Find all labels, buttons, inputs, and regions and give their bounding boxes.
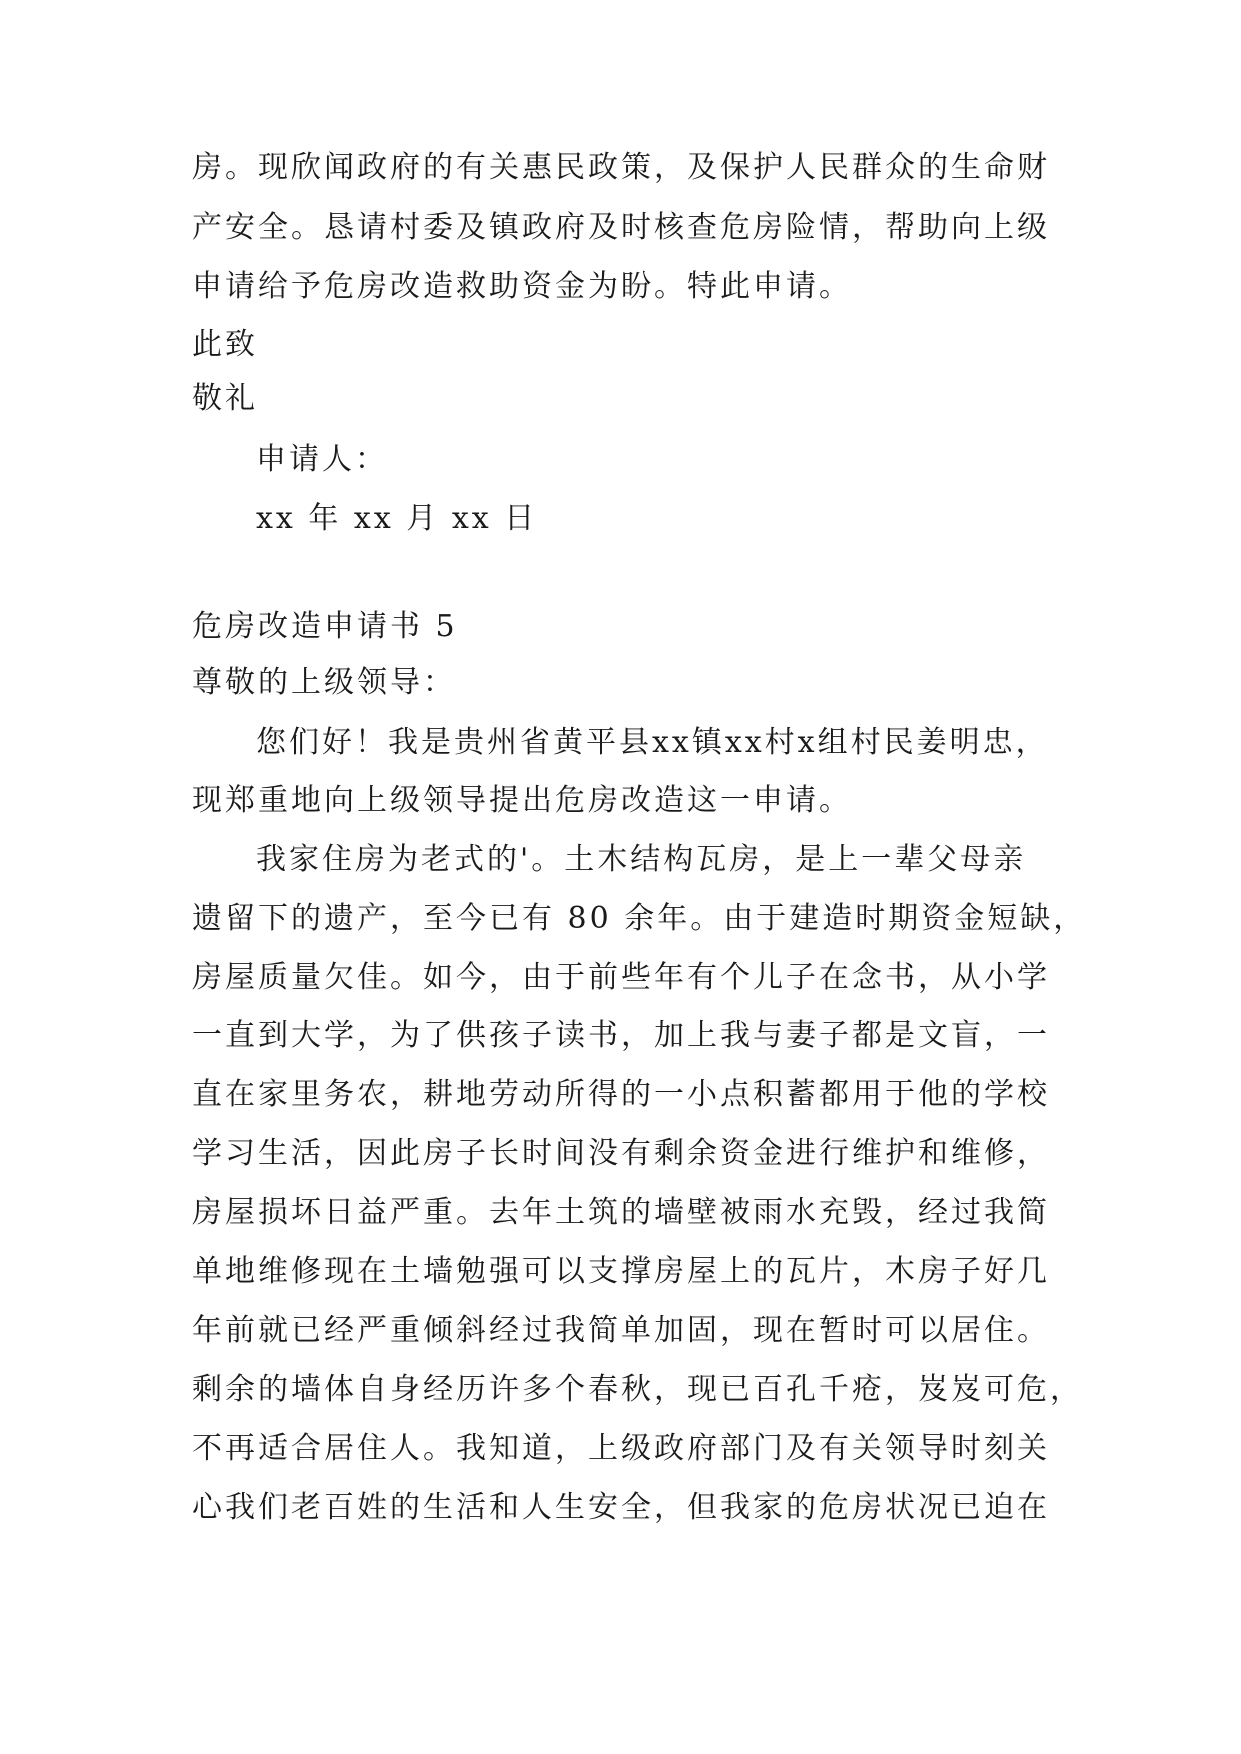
paragraph-line: 房屋质量欠佳。如今，由于前些年有个儿子在念书，从小学 (192, 960, 1050, 995)
date-line: xx 年 xx 月 xx 日 (256, 501, 538, 536)
text-line: 申请给予危房改造救助资金为盼。特此申请。 (192, 269, 852, 304)
paragraph-line: 房屋损坏日益严重。去年土筑的墙壁被雨水充毁，经过我简 (192, 1195, 1050, 1230)
paragraph-line: 直在家里务农，耕地劳动所得的一小点积蓄都用于他的学校 (192, 1077, 1050, 1112)
paragraph-line: 您们好！我是贵州省黄平县xx镇xx村x组村民姜明忠， (256, 725, 1049, 760)
closing-line: 此致 (192, 327, 258, 362)
text-line: 产安全。恳请村委及镇政府及时核查危房险情，帮助向上级 (192, 210, 1050, 245)
paragraph-line: 心我们老百姓的生活和人生安全，但我家的危房状况已迫在 (192, 1490, 1050, 1525)
paragraph-line: 一直到大学，为了供孩子读书，加上我与妻子都是文盲，一 (192, 1018, 1050, 1053)
section-title: 危房改造申请书 5 (192, 609, 458, 644)
salutation: 尊敬的上级领导： (192, 665, 456, 700)
paragraph-line: 剩余的墙体自身经历许多个春秋，现已百孔千疮，岌岌可危， (192, 1372, 1083, 1407)
paragraph-line: 单地维修现在土墙勉强可以支撑房屋上的瓦片，木房子好几 (192, 1254, 1050, 1289)
text-line: 房。现欣闻政府的有关惠民政策，及保护人民群众的生命财 (192, 150, 1050, 185)
paragraph-line: 现郑重地向上级领导提出危房改造这一申请。 (192, 783, 852, 818)
paragraph-line: 学习生活，因此房子长时间没有剩余资金进行维护和维修， (192, 1136, 1050, 1171)
applicant-label: 申请人： (256, 442, 388, 477)
paragraph-line: 年前就已经严重倾斜经过我简单加固，现在暂时可以居住。 (192, 1313, 1050, 1348)
closing-line: 敬礼 (192, 381, 258, 416)
paragraph-line: 我家住房为老式的'。土木结构瓦房，是上一辈父母亲 (256, 842, 1027, 877)
paragraph-line: 遗留下的遗产，至今已有 80 余年。由于建造时期资金短缺， (192, 901, 1087, 936)
paragraph-line: 不再适合居住人。我知道，上级政府部门及有关领导时刻关 (192, 1431, 1050, 1466)
